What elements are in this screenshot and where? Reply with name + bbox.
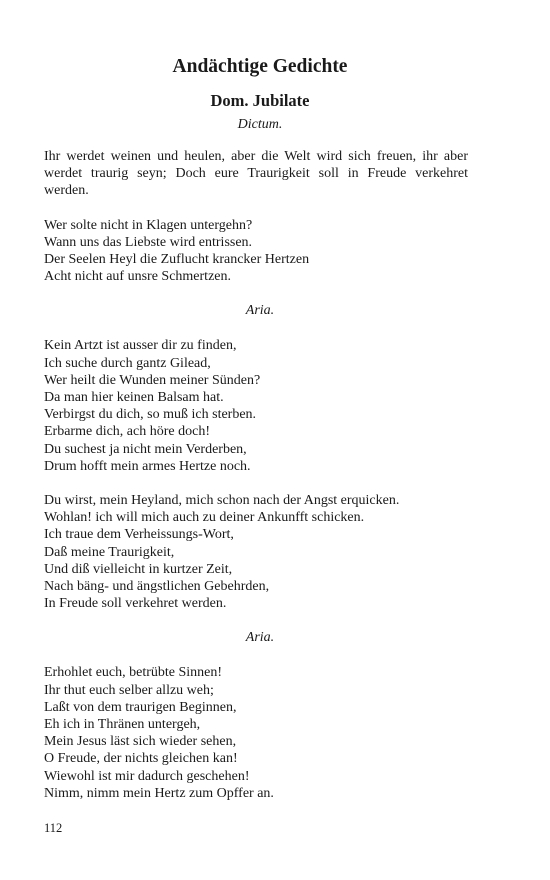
aria-1 xyxy=(44,337,468,475)
verse-line: Verbirgst du dich, so muß ich sterben. xyxy=(44,407,257,423)
verse-line: Du suchest ja nicht mein Verderben, xyxy=(44,441,247,457)
page-title: Andächtige Gedichte xyxy=(172,56,348,77)
section-subtitle: Dom. Jubilate xyxy=(210,91,310,110)
verse-line: Wer heilt die Wunden meiner Sünden? xyxy=(44,372,261,388)
aria-1-heading: Aria. xyxy=(245,303,275,319)
verse-line: Daß meine Traurigkeit, xyxy=(44,544,175,560)
verse-line: Ich suche durch gantz Gilead, xyxy=(44,355,211,371)
dictum-text: Ihr werdet weinen und heulen, aber die Welt wird sich freuen, ihr aber werdet traurig seyn; Doch eure Traurigkeit soll in Freude verkehret werden. xyxy=(44,149,468,199)
verse-line: Erhohlet euch, betrübte Sinnen! xyxy=(44,665,223,681)
verse-line: Du wirst, mein Heyland, mich schon nach der Angst erquicken. xyxy=(44,493,400,509)
verse-line: O Freude, der nichts gleichen kan! xyxy=(44,751,238,767)
verse-line: Acht nicht auf unsre Schmertzen. xyxy=(44,269,231,285)
verse-line: Ich traue dem Verheissungs-Wort, xyxy=(44,527,234,543)
verse-line: Kein Artzt ist ausser dir zu finden, xyxy=(44,338,237,354)
verse-line: Der Seelen Heyl die Zuflucht krancker Hertzen xyxy=(44,252,310,268)
verse-line: Erbarme dich, ach höre doch! xyxy=(44,424,210,440)
verse-line: Und diß vielleicht in kurtzer Zeit, xyxy=(44,561,233,577)
page-body xyxy=(44,54,468,802)
recitative-2 xyxy=(44,492,468,612)
verse-line: Wiewohl ist mir dadurch geschehen! xyxy=(44,768,250,784)
aria-2-heading: Aria. xyxy=(245,630,275,646)
page-number: 112 xyxy=(44,821,63,835)
verse-line: Wer solte nicht in Klagen untergehn? xyxy=(44,217,253,233)
verse-line: Wohlan! ich will mich auch zu deiner Ankunfft schicken. xyxy=(44,510,365,526)
verse-line: Wann uns das Liebste wird entrissen. xyxy=(44,234,253,250)
aria-2 xyxy=(44,664,468,802)
verse-line: Nach bäng- und ängstlichen Gebehrden, xyxy=(44,579,270,595)
verse-line: Ihr thut euch selber allzu weh; xyxy=(44,682,214,698)
verse-line: Mein Jesus läst sich wieder sehen, xyxy=(44,734,237,750)
verse-line: Nimm, nimm mein Hertz zum Opffer an. xyxy=(44,785,274,801)
verse-line: Eh ich in Thränen untergeh, xyxy=(44,717,201,733)
verse-line: In Freude soll verkehret werden. xyxy=(44,596,227,612)
verse-line: Drum hofft mein armes Hertze noch. xyxy=(44,458,251,474)
dictum-heading: Dictum. xyxy=(237,117,283,132)
recitative-1 xyxy=(44,217,468,286)
verse-line: Laßt von dem traurigen Beginnen, xyxy=(44,699,237,715)
verse-line: Da man hier keinen Balsam hat. xyxy=(44,390,224,406)
